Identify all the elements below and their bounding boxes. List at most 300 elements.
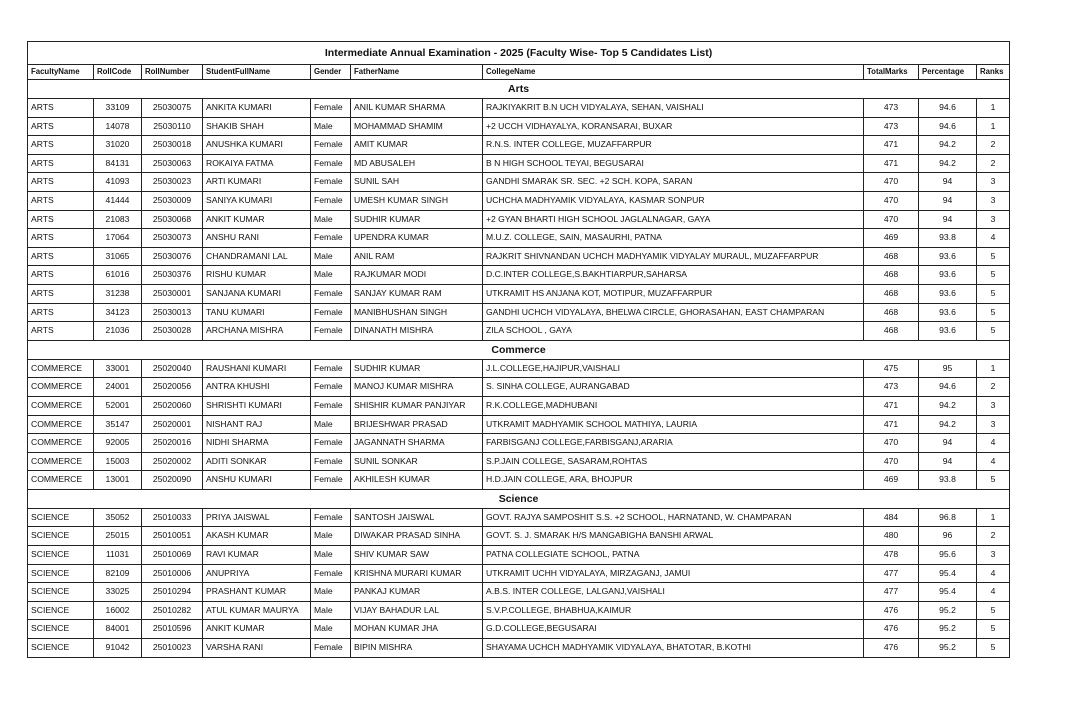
table-cell: ANSHU RANI xyxy=(203,229,311,248)
table-cell: MOHAMMAD SHAMIM xyxy=(351,117,483,136)
table-cell: 93.6 xyxy=(919,303,977,322)
table-cell: UPENDRA KUMAR xyxy=(351,229,483,248)
table-row xyxy=(28,434,1010,453)
table-cell: S. SINHA COLLEGE, AURANGABAD xyxy=(483,378,864,397)
table-cell: SHISHIR KUMAR PANJIYAR xyxy=(351,396,483,415)
table-cell: Female xyxy=(311,322,351,341)
table-row xyxy=(28,99,1010,118)
table-cell: COMMERCE xyxy=(28,452,94,471)
table-cell: 25030073 xyxy=(142,229,203,248)
table-cell: 94 xyxy=(919,210,977,229)
table-cell: Female xyxy=(311,508,351,527)
table-cell: 33025 xyxy=(94,583,142,602)
table-cell: 41444 xyxy=(94,191,142,210)
table-cell: Female xyxy=(311,396,351,415)
table-cell: Female xyxy=(311,99,351,118)
table-cell: 94.6 xyxy=(919,378,977,397)
table-cell: Female xyxy=(311,434,351,453)
table-cell: 95.4 xyxy=(919,564,977,583)
table-cell: 34123 xyxy=(94,303,142,322)
table-title: Intermediate Annual Examination - 2025 (Faculty Wise- Top 5 Candidates List) xyxy=(28,42,1010,65)
table-cell: SHRISHTI KUMARI xyxy=(203,396,311,415)
table-cell: 31238 xyxy=(94,284,142,303)
table-body xyxy=(28,80,1010,658)
table-cell: RAUSHANI KUMARI xyxy=(203,359,311,378)
table-cell: GOVT. S. J. SMARAK H/S MANGABIGHA BANSHI ARWAL xyxy=(483,527,864,546)
table-cell: SANIYA KUMARI xyxy=(203,191,311,210)
table-cell: 94 xyxy=(919,434,977,453)
table-row xyxy=(28,284,1010,303)
table-cell: ARTS xyxy=(28,284,94,303)
table-cell: 25030028 xyxy=(142,322,203,341)
table-cell: SCIENCE xyxy=(28,527,94,546)
table-row xyxy=(28,266,1010,285)
table-cell: SANTOSH JAISWAL xyxy=(351,508,483,527)
table-cell: 25030013 xyxy=(142,303,203,322)
table-cell: 470 xyxy=(864,452,919,471)
table-cell: 25030076 xyxy=(142,247,203,266)
table-cell: 3 xyxy=(977,396,1010,415)
table-cell: SCIENCE xyxy=(28,620,94,639)
table-cell: ARTS xyxy=(28,266,94,285)
column-header: StudentFullName xyxy=(203,65,311,80)
table-row xyxy=(28,601,1010,620)
table-cell: 25020056 xyxy=(142,378,203,397)
table-cell: RAVI KUMAR xyxy=(203,546,311,565)
table-cell: 5 xyxy=(977,601,1010,620)
table-cell: 95.2 xyxy=(919,601,977,620)
table-cell: 3 xyxy=(977,173,1010,192)
table-cell: Female xyxy=(311,136,351,155)
table-cell: ARTS xyxy=(28,229,94,248)
table-cell: 93.8 xyxy=(919,471,977,490)
table-cell: SUNIL SAH xyxy=(351,173,483,192)
table-cell: 5 xyxy=(977,266,1010,285)
table-cell: SCIENCE xyxy=(28,639,94,658)
column-header: RollCode xyxy=(94,65,142,80)
table-cell: 25030063 xyxy=(142,154,203,173)
table-cell: 14078 xyxy=(94,117,142,136)
table-cell: D.C.INTER COLLEGE,S.BAKHTIARPUR,SAHARSA xyxy=(483,266,864,285)
table-cell: ANIL KUMAR SHARMA xyxy=(351,99,483,118)
table-cell: 16002 xyxy=(94,601,142,620)
table-cell: 31020 xyxy=(94,136,142,155)
table-cell: 93.6 xyxy=(919,322,977,341)
table-cell: FARBISGANJ COLLEGE,FARBISGANJ,ARARIA xyxy=(483,434,864,453)
table-cell: 25030075 xyxy=(142,99,203,118)
column-header: FatherName xyxy=(351,65,483,80)
table-cell: B N HIGH SCHOOL TEYAI, BEGUSARAI xyxy=(483,154,864,173)
candidates-table xyxy=(27,41,1010,658)
table-cell: Male xyxy=(311,583,351,602)
table-cell: 476 xyxy=(864,601,919,620)
table-cell: Female xyxy=(311,284,351,303)
table-row xyxy=(28,303,1010,322)
table-row xyxy=(28,508,1010,527)
table-cell: Male xyxy=(311,527,351,546)
table-cell: GANDHI SMARAK SR. SEC. +2 SCH. KOPA, SARAN xyxy=(483,173,864,192)
table-cell: Female xyxy=(311,471,351,490)
table-cell: Female xyxy=(311,154,351,173)
table-cell: ANUPRIYA xyxy=(203,564,311,583)
table-cell: 35147 xyxy=(94,415,142,434)
table-cell: SCIENCE xyxy=(28,601,94,620)
table-cell: R.K.COLLEGE,MADHUBANI xyxy=(483,396,864,415)
table-cell: 93.6 xyxy=(919,284,977,303)
table-cell: 25010282 xyxy=(142,601,203,620)
table-cell: PATNA COLLEGIATE SCHOOL, PATNA xyxy=(483,546,864,565)
table-row xyxy=(28,620,1010,639)
table-row xyxy=(28,117,1010,136)
faculty-group-row xyxy=(28,80,1010,99)
table-cell: 84001 xyxy=(94,620,142,639)
table-cell: 25030018 xyxy=(142,136,203,155)
table-cell: 25020060 xyxy=(142,396,203,415)
table-cell: ANIL RAM xyxy=(351,247,483,266)
table-cell: 95.4 xyxy=(919,583,977,602)
table-cell: UTKRAMIT MADHYAMIK SCHOOL MATHIYA, LAURIA xyxy=(483,415,864,434)
table-cell: NISHANT RAJ xyxy=(203,415,311,434)
table-cell: COMMERCE xyxy=(28,471,94,490)
table-cell: S.P.JAIN COLLEGE, SASARAM,ROHTAS xyxy=(483,452,864,471)
table-cell: 94.6 xyxy=(919,99,977,118)
table-cell: BRIJESHWAR PRASAD xyxy=(351,415,483,434)
table-cell: 95 xyxy=(919,359,977,378)
table-cell: 5 xyxy=(977,639,1010,658)
column-header: FacultyName xyxy=(28,65,94,80)
table-row xyxy=(28,247,1010,266)
table-row xyxy=(28,639,1010,658)
table-cell: 94 xyxy=(919,173,977,192)
table-cell: 25020002 xyxy=(142,452,203,471)
header-row xyxy=(28,65,1010,80)
table-cell: 24001 xyxy=(94,378,142,397)
table-cell: SUNIL SONKAR xyxy=(351,452,483,471)
table-cell: ANKIT KUMAR xyxy=(203,210,311,229)
table-cell: ANUSHKA KUMARI xyxy=(203,136,311,155)
column-header: Ranks xyxy=(977,65,1010,80)
table-cell: 25020001 xyxy=(142,415,203,434)
table-cell: 1 xyxy=(977,117,1010,136)
table-cell: S.V.P.COLLEGE, BHABHUA,KAIMUR xyxy=(483,601,864,620)
table-cell: UTKRAMIT UCHH VIDYALAYA, MIRZAGANJ, JAMUI xyxy=(483,564,864,583)
table-cell: 478 xyxy=(864,546,919,565)
table-row xyxy=(28,210,1010,229)
table-cell: ARTS xyxy=(28,154,94,173)
table-cell: GANDHI UCHCH VIDYALAYA, BHELWA CIRCLE, GHORASAHAN, EAST CHAMPARAN xyxy=(483,303,864,322)
table-cell: 25010006 xyxy=(142,564,203,583)
table-cell: 61016 xyxy=(94,266,142,285)
table-cell: DINANATH MISHRA xyxy=(351,322,483,341)
table-cell: 2 xyxy=(977,154,1010,173)
table-cell: 92005 xyxy=(94,434,142,453)
table-row xyxy=(28,173,1010,192)
column-header: Gender xyxy=(311,65,351,80)
table-row xyxy=(28,396,1010,415)
table-cell: ARTI KUMARI xyxy=(203,173,311,192)
table-cell: 25030110 xyxy=(142,117,203,136)
table-cell: AKHILESH KUMAR xyxy=(351,471,483,490)
table-cell: 470 xyxy=(864,210,919,229)
table-cell: SANJAY KUMAR RAM xyxy=(351,284,483,303)
table-cell: 477 xyxy=(864,583,919,602)
table-cell: PANKAJ KUMAR xyxy=(351,583,483,602)
table-cell: Female xyxy=(311,229,351,248)
table-cell: 17064 xyxy=(94,229,142,248)
table-cell: 35052 xyxy=(94,508,142,527)
column-header: RollNumber xyxy=(142,65,203,80)
table-cell: Female xyxy=(311,359,351,378)
table-cell: ROKAIYA FATMA xyxy=(203,154,311,173)
table-cell: COMMERCE xyxy=(28,415,94,434)
table-cell: ARTS xyxy=(28,322,94,341)
table-cell: 469 xyxy=(864,229,919,248)
table-cell: 2 xyxy=(977,136,1010,155)
table-cell: 475 xyxy=(864,359,919,378)
table-cell: 21083 xyxy=(94,210,142,229)
table-cell: ARTS xyxy=(28,191,94,210)
table-cell: SHIV KUMAR SAW xyxy=(351,546,483,565)
table-cell: 94.2 xyxy=(919,154,977,173)
table-cell: Female xyxy=(311,639,351,658)
table-row xyxy=(28,136,1010,155)
table-cell: 4 xyxy=(977,452,1010,471)
table-cell: 471 xyxy=(864,396,919,415)
table-cell: 3 xyxy=(977,191,1010,210)
table-cell: 13001 xyxy=(94,471,142,490)
table-cell: 25010023 xyxy=(142,639,203,658)
table-cell: 91042 xyxy=(94,639,142,658)
table-cell: 33001 xyxy=(94,359,142,378)
table-cell: 25020016 xyxy=(142,434,203,453)
table-cell: TANU KUMARI xyxy=(203,303,311,322)
table-cell: 25010596 xyxy=(142,620,203,639)
table-cell: Male xyxy=(311,210,351,229)
table-cell: Female xyxy=(311,564,351,583)
table-cell: 468 xyxy=(864,247,919,266)
table-cell: 471 xyxy=(864,415,919,434)
table-cell: 25030023 xyxy=(142,173,203,192)
table-cell: ARTS xyxy=(28,210,94,229)
table-cell: 1 xyxy=(977,359,1010,378)
table-cell: 93.6 xyxy=(919,247,977,266)
table-cell: 94.2 xyxy=(919,415,977,434)
table-cell: 470 xyxy=(864,173,919,192)
table-cell: COMMERCE xyxy=(28,396,94,415)
table-row xyxy=(28,322,1010,341)
table-cell: Male xyxy=(311,415,351,434)
table-cell: PRASHANT KUMAR xyxy=(203,583,311,602)
table-cell: +2 UCCH VIDHAYALYA, KORANSARAI, BUXAR xyxy=(483,117,864,136)
table-cell: SCIENCE xyxy=(28,508,94,527)
table-cell: SUDHIR KUMAR xyxy=(351,210,483,229)
table-cell: UCHCHA MADHYAMIK VIDYALAYA, KASMAR SONPUR xyxy=(483,191,864,210)
table-row xyxy=(28,471,1010,490)
table-cell: 11031 xyxy=(94,546,142,565)
table-cell: 1 xyxy=(977,99,1010,118)
table-cell: R.N.S. INTER COLLEGE, MUZAFFARPUR xyxy=(483,136,864,155)
column-header: CollegeName xyxy=(483,65,864,80)
table-cell: 52001 xyxy=(94,396,142,415)
table-cell: MD ABUSALEH xyxy=(351,154,483,173)
table-cell: COMMERCE xyxy=(28,359,94,378)
table-cell: 4 xyxy=(977,229,1010,248)
table-cell: 2 xyxy=(977,527,1010,546)
table-cell: 3 xyxy=(977,210,1010,229)
table-row xyxy=(28,527,1010,546)
table-cell: 3 xyxy=(977,415,1010,434)
table-row xyxy=(28,546,1010,565)
table-cell: 5 xyxy=(977,303,1010,322)
table-cell: ARTS xyxy=(28,117,94,136)
table-cell: ARTS xyxy=(28,99,94,118)
table-cell: Male xyxy=(311,247,351,266)
table-cell: RISHU KUMAR xyxy=(203,266,311,285)
table-cell: 484 xyxy=(864,508,919,527)
table-row xyxy=(28,583,1010,602)
table-cell: VIJAY BAHADUR LAL xyxy=(351,601,483,620)
table-cell: 4 xyxy=(977,564,1010,583)
table-cell: 476 xyxy=(864,639,919,658)
column-header: Percentage xyxy=(919,65,977,80)
table-cell: 471 xyxy=(864,154,919,173)
table-row xyxy=(28,191,1010,210)
table-cell: 469 xyxy=(864,471,919,490)
table-cell: RAJKIYAKRIT B.N UCH VIDYALAYA, SEHAN, VAISHALI xyxy=(483,99,864,118)
table-row xyxy=(28,415,1010,434)
table-cell: 94 xyxy=(919,452,977,471)
table-cell: M.U.Z. COLLEGE, SAIN, MASAURHI, PATNA xyxy=(483,229,864,248)
table-cell: AKASH KUMAR xyxy=(203,527,311,546)
faculty-group-row xyxy=(28,489,1010,508)
table-cell: 94 xyxy=(919,191,977,210)
table-cell: 473 xyxy=(864,378,919,397)
table-cell: Female xyxy=(311,303,351,322)
table-cell: 95.2 xyxy=(919,639,977,658)
faculty-group-label: Science xyxy=(28,489,1010,508)
table-row xyxy=(28,378,1010,397)
table-cell: Female xyxy=(311,378,351,397)
table-cell: Male xyxy=(311,117,351,136)
column-header: TotalMarks xyxy=(864,65,919,80)
table-row xyxy=(28,229,1010,248)
table-cell: 1 xyxy=(977,508,1010,527)
table-cell: Female xyxy=(311,191,351,210)
table-cell: RAJKRIT SHIVNANDAN UCHCH MADHYAMIK VIDYALAY MURAUL, MUZAFFARPUR xyxy=(483,247,864,266)
table-row xyxy=(28,359,1010,378)
table-cell: ARTS xyxy=(28,303,94,322)
table-cell: 25010033 xyxy=(142,508,203,527)
table-cell: 5 xyxy=(977,620,1010,639)
table-cell: Female xyxy=(311,452,351,471)
table-cell: 95.2 xyxy=(919,620,977,639)
table-cell: 25020090 xyxy=(142,471,203,490)
table-cell: 93.6 xyxy=(919,266,977,285)
table-cell: 5 xyxy=(977,247,1010,266)
table-cell: 468 xyxy=(864,284,919,303)
table-cell: 5 xyxy=(977,322,1010,341)
table-cell: 15003 xyxy=(94,452,142,471)
table-cell: CHANDRAMANI LAL xyxy=(203,247,311,266)
table-cell: 477 xyxy=(864,564,919,583)
table-cell: 41093 xyxy=(94,173,142,192)
table-cell: SANJANA KUMARI xyxy=(203,284,311,303)
faculty-group-label: Commerce xyxy=(28,340,1010,359)
table-cell: 473 xyxy=(864,99,919,118)
results-sheet xyxy=(27,41,1009,658)
table-cell: 470 xyxy=(864,434,919,453)
table-cell: 25030009 xyxy=(142,191,203,210)
table-cell: ARTS xyxy=(28,173,94,192)
table-cell: 4 xyxy=(977,583,1010,602)
table-cell: 468 xyxy=(864,322,919,341)
table-cell: ADITI SONKAR xyxy=(203,452,311,471)
table-cell: ATUL KUMAR MAURYA xyxy=(203,601,311,620)
faculty-group-row xyxy=(28,340,1010,359)
table-cell: 33109 xyxy=(94,99,142,118)
table-cell: Male xyxy=(311,601,351,620)
table-cell: 21036 xyxy=(94,322,142,341)
table-cell: 25010051 xyxy=(142,527,203,546)
table-cell: RAJKUMAR MODI xyxy=(351,266,483,285)
table-cell: H.D.JAIN COLLEGE, ARA, BHOJPUR xyxy=(483,471,864,490)
table-cell: COMMERCE xyxy=(28,378,94,397)
table-cell: AMIT KUMAR xyxy=(351,136,483,155)
table-cell: 96 xyxy=(919,527,977,546)
table-cell: 470 xyxy=(864,191,919,210)
table-cell: SCIENCE xyxy=(28,546,94,565)
table-cell: ANTRA KHUSHI xyxy=(203,378,311,397)
table-cell: MANIBHUSHAN SINGH xyxy=(351,303,483,322)
table-cell: 82109 xyxy=(94,564,142,583)
table-cell: 2 xyxy=(977,378,1010,397)
table-cell: ANKIT KUMAR xyxy=(203,620,311,639)
table-cell: 25030376 xyxy=(142,266,203,285)
table-cell: ZILA SCHOOL , GAYA xyxy=(483,322,864,341)
table-cell: ARCHANA MISHRA xyxy=(203,322,311,341)
table-cell: G.D.COLLEGE,BEGUSARAI xyxy=(483,620,864,639)
table-cell: JAGANNATH SHARMA xyxy=(351,434,483,453)
table-cell: 4 xyxy=(977,434,1010,453)
table-cell: 84131 xyxy=(94,154,142,173)
table-cell: 25010069 xyxy=(142,546,203,565)
table-cell: 473 xyxy=(864,117,919,136)
table-cell: ANKITA KUMARI xyxy=(203,99,311,118)
table-cell: ARTS xyxy=(28,136,94,155)
table-cell: UTKRAMIT HS ANJANA KOT, MOTIPUR, MUZAFFARPUR xyxy=(483,284,864,303)
table-cell: BIPIN MISHRA xyxy=(351,639,483,658)
table-cell: ARTS xyxy=(28,247,94,266)
table-cell: MOHAN KUMAR JHA xyxy=(351,620,483,639)
table-cell: 95.6 xyxy=(919,546,977,565)
table-cell: 25030001 xyxy=(142,284,203,303)
table-cell: Male xyxy=(311,620,351,639)
table-cell: Female xyxy=(311,173,351,192)
table-cell: MANOJ KUMAR MISHRA xyxy=(351,378,483,397)
table-cell: SCIENCE xyxy=(28,583,94,602)
faculty-group-label: Arts xyxy=(28,80,1010,99)
table-cell: Male xyxy=(311,546,351,565)
table-cell: 94.6 xyxy=(919,117,977,136)
table-row xyxy=(28,564,1010,583)
table-cell: SCIENCE xyxy=(28,564,94,583)
table-cell: 25030068 xyxy=(142,210,203,229)
table-cell: 96.8 xyxy=(919,508,977,527)
table-cell: DIWAKAR PRASAD SINHA xyxy=(351,527,483,546)
table-cell: VARSHA RANI xyxy=(203,639,311,658)
table-cell: 3 xyxy=(977,546,1010,565)
table-cell: 476 xyxy=(864,620,919,639)
